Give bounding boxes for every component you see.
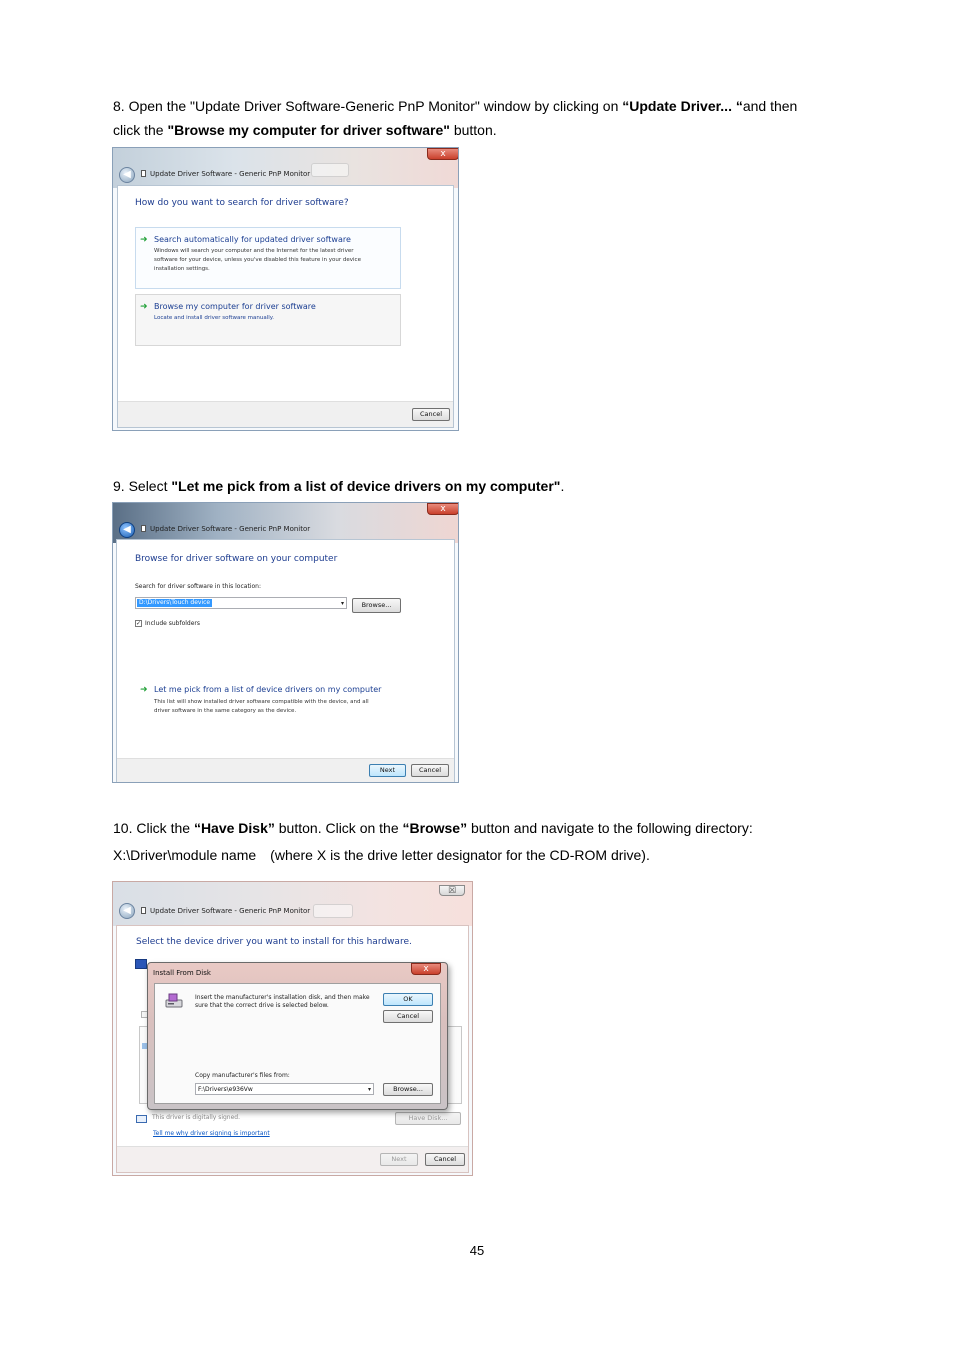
screenshot-browse-for-driver	[112, 502, 459, 783]
screenshot-update-driver-search	[112, 147, 459, 431]
green-arrow-icon: ➜	[140, 235, 148, 245]
close-icon[interactable]: x	[427, 148, 459, 160]
include-subfolders-label: Include subfolders	[145, 620, 201, 627]
files-path-value: F:\Drivers\e936Vw	[198, 1086, 253, 1093]
next-button[interactable]: Next	[380, 1153, 418, 1166]
document-icon	[141, 525, 146, 532]
back-arrow-icon[interactable]: ◀	[119, 167, 135, 183]
browse-heading: Browse for driver software on your computer	[135, 554, 338, 564]
wizard-footer	[117, 758, 454, 782]
search-automatically-option[interactable]	[135, 227, 401, 289]
browse-my-computer-option[interactable]	[135, 294, 401, 346]
step8-line2	[113, 118, 497, 142]
copy-files-label: Copy manufacturer's files from:	[195, 1072, 290, 1079]
install-from-disk-dialog	[147, 962, 448, 1110]
pick-desc: This list will show installed driver software compatible with the device, and all	[154, 699, 369, 705]
option-desc: installation settings.	[154, 266, 210, 272]
chevron-down-icon[interactable]: ▾	[367, 1086, 371, 1093]
window-title-text: Update Driver Software - Generic PnP Monitor	[150, 907, 311, 915]
wizard-footer	[117, 1146, 468, 1172]
digitally-signed-text: This driver is digitally signed.	[152, 1114, 241, 1121]
chevron-down-icon[interactable]: ▾	[340, 600, 344, 607]
dialog-body	[154, 983, 441, 1104]
option-desc: Windows will search your computer and the Internet for the latest driver	[154, 248, 354, 254]
window-titlebar	[113, 148, 458, 188]
ghost-tab	[311, 163, 349, 177]
window-titlebar	[113, 882, 472, 926]
driver-signing-link[interactable]: Tell me why driver signing is important	[153, 1130, 270, 1137]
have-disk-button[interactable]: Have Disk...	[395, 1112, 461, 1125]
ok-button[interactable]: OK	[383, 993, 433, 1006]
driver-path-value: D:\Drivers\Touch device	[139, 599, 211, 606]
step8-line2-text: click the	[113, 122, 168, 138]
browse-button[interactable]: Browse...	[352, 598, 401, 613]
select-driver-heading: Select the device driver you want to install for this hardware.	[136, 937, 412, 947]
include-subfolders-checkbox[interactable]: ✓	[136, 620, 142, 627]
page-number: 45	[469, 1243, 485, 1258]
driver-path-combo[interactable]	[135, 597, 347, 609]
next-button[interactable]: Next	[369, 764, 406, 777]
pick-from-list-option[interactable]: Let me pick from a list of device drivers on my computer	[154, 685, 382, 694]
step10-line2	[113, 843, 650, 867]
step9-end: .	[560, 478, 565, 494]
window-title	[141, 525, 310, 533]
step9-line	[113, 474, 564, 498]
window-title	[141, 907, 310, 915]
step10-text: 10. Click the	[113, 820, 194, 836]
step10-line1	[113, 816, 753, 840]
option-title: Search automatically for updated driver software	[154, 235, 351, 244]
window-title-text: Update Driver Software - Generic PnP Monitor	[150, 170, 311, 178]
step8-line2-end: button.	[449, 122, 497, 138]
step8-browse-emphasis: "Browse my computer for driver software"	[167, 122, 450, 138]
cancel-button[interactable]: Cancel	[412, 408, 450, 421]
green-arrow-icon: ➜	[140, 302, 148, 312]
drive-letter-note: (where X is the drive letter designator for the CD-ROM drive).	[270, 847, 650, 863]
window-titlebar	[113, 503, 458, 543]
document-icon	[141, 907, 146, 914]
search-location-label: Search for driver software in this location:	[135, 583, 261, 590]
step8-line1-end: and then	[742, 98, 798, 114]
cancel-button[interactable]: Cancel	[425, 1153, 465, 1166]
dialog-message: Insert the manufacturer's installation disk, and then make	[195, 994, 370, 1001]
step10-text: button and navigate to the following directory:	[467, 820, 753, 836]
dialog-cancel-button[interactable]: Cancel	[383, 1010, 433, 1023]
step9-pick-emphasis: "Let me pick from a list of device drivers on my computer"	[171, 478, 561, 494]
monitor-icon	[135, 959, 147, 969]
document-icon	[141, 170, 146, 177]
option-desc: software for your device, unless you've disabled this feature in your device	[154, 257, 361, 263]
step9-text: 9. Select	[113, 478, 172, 494]
files-path-combo[interactable]	[195, 1083, 374, 1095]
search-question: How do you want to search for driver software?	[135, 198, 349, 208]
window-title	[141, 170, 310, 178]
dialog-message: sure that the correct drive is selected below.	[195, 1002, 329, 1009]
wizard-content	[116, 539, 455, 783]
step8-update-driver-emphasis: “Update Driver... “	[622, 98, 743, 114]
dialog-close-icon[interactable]: x	[411, 963, 441, 975]
back-arrow-icon[interactable]: ◀	[119, 522, 135, 538]
step10-browse-emphasis: “Browse”	[402, 820, 468, 836]
step8-line1	[113, 94, 797, 118]
green-arrow-icon: ➜	[140, 685, 148, 695]
window-title-text: Update Driver Software - Generic PnP Monitor	[150, 525, 311, 533]
option-desc: Locate and install driver software manually.	[154, 315, 274, 321]
wizard-content	[117, 185, 454, 428]
back-arrow-icon[interactable]: ◀	[119, 903, 135, 919]
driver-directory-path: X:\Driver\module name	[113, 847, 257, 863]
close-icon[interactable]: x	[427, 503, 459, 515]
step10-have-disk-emphasis: “Have Disk”	[193, 820, 275, 836]
shield-icon	[136, 1115, 147, 1123]
cancel-button[interactable]: Cancel	[411, 764, 449, 777]
step10-text: button. Click on the	[274, 820, 403, 836]
dialog-title: Install From Disk	[153, 969, 211, 977]
screenshot-install-from-disk	[112, 881, 473, 1176]
disk-drive-icon	[164, 993, 184, 1009]
dialog-browse-button[interactable]: Browse...	[383, 1083, 433, 1096]
option-title: Browse my computer for driver software	[154, 302, 316, 311]
pick-desc: driver software in the same category as the device.	[154, 708, 297, 714]
wizard-footer	[118, 401, 453, 427]
step8-line1-text: 8. Open the "Update Driver Software-Generic PnP Monitor" window by clicking on	[113, 98, 623, 114]
close-icon[interactable]: ☒	[439, 885, 465, 896]
ghost-tab	[313, 904, 353, 918]
